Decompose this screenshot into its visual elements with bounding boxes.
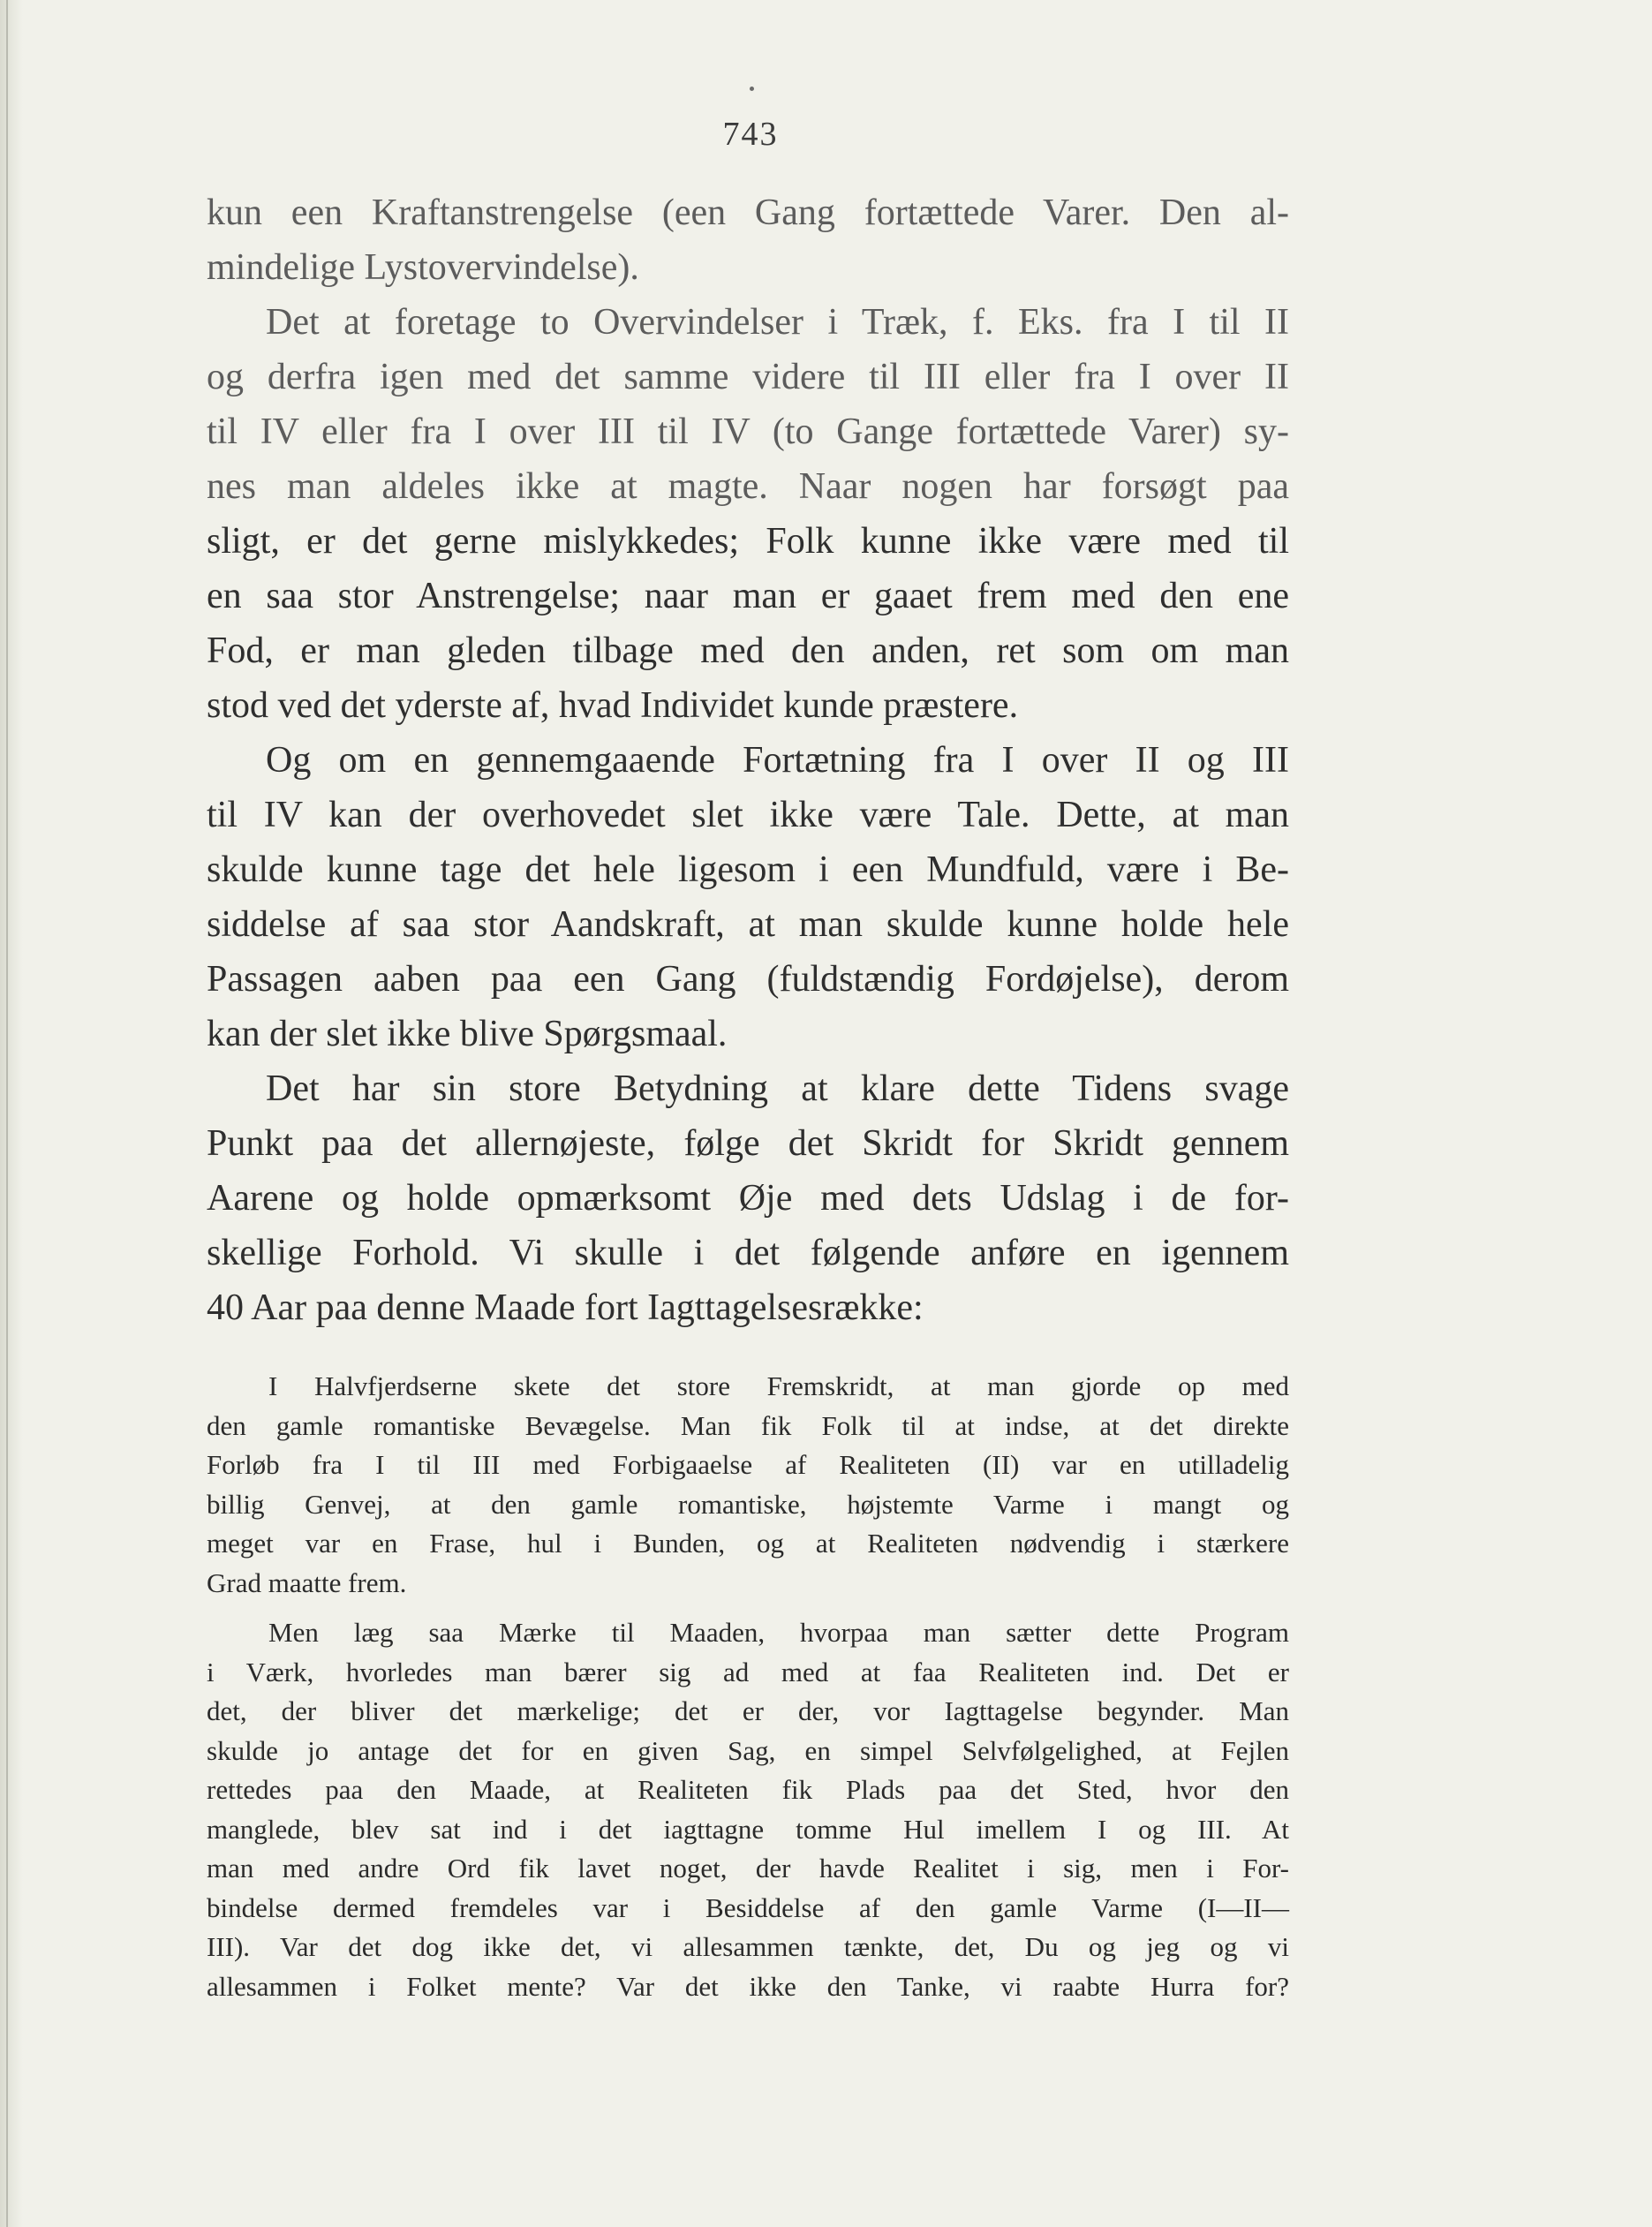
book-gutter — [0, 0, 23, 2227]
small-print-line: I Halvfjerdserne skete det store Fremskridt, at man gjorde op med — [268, 1370, 1289, 1401]
small-print-line: den gamle romantiske Bevægelse. Man fik Folk til at indse, at det direkte — [207, 1409, 1289, 1441]
small-print-line: meget var en Frase, hul i Bunden, og at Realiteten nødvendig i stærkere — [207, 1528, 1289, 1559]
main-text-line: 40 Aar paa denne Maade fort Iagttagelsesrække: — [207, 1287, 924, 1328]
main-text-line: Passagen aaben paa een Gang (fuldstændig Fordøjelse), derom — [207, 959, 1289, 1000]
gutter-binding-line — [6, 0, 8, 2227]
small-print-line: Forløb fra I til III med Forbigaaelse af Realiteten (II) var en utilladelig — [207, 1449, 1289, 1480]
small-print-line: det, der bliver det mærkelige; det er der, vor Iagttagelse begynder. Man — [207, 1695, 1289, 1726]
small-print-line: man med andre Ord fik lavet noget, der havde Realitet i sig, men i For- — [207, 1853, 1289, 1884]
main-text-line: til IV eller fra I over III til IV (to Gange fortættede Varer) sy- — [207, 411, 1289, 452]
page-number: 743 — [722, 116, 779, 153]
main-text-line: siddelse af saa stor Aandskraft, at man skulde kunne holde hele — [207, 904, 1289, 945]
main-text-line: Det har sin store Betydning at klare dette Tidens svage — [266, 1068, 1289, 1109]
main-text-line: nes man aldeles ikke at magte. Naar nogen har forsøgt paa — [207, 466, 1289, 507]
small-print-line: manglede, blev sat ind i det iagttagne tomme Hul imellem I og III. At — [207, 1813, 1289, 1845]
small-print-line: III). Var det dog ikke det, vi allesammen tænkte, det, Du og jeg og vi — [207, 1931, 1289, 1962]
main-text-line: kun een Kraftanstrengelse (een Gang fortættede Varer. Den al- — [207, 193, 1289, 233]
small-print-line: skulde jo antage det for en given Sag, en simpel Selvfølgelighed, at Fejlen — [207, 1734, 1289, 1766]
main-text-line: og derfra igen med det samme videre til III eller fra I over II — [207, 357, 1289, 397]
small-print-line: Grad maatte frem. — [207, 1566, 407, 1598]
main-text-line: mindelige Lystovervindelse). — [207, 247, 639, 288]
main-text-line: Aarene og holde opmærksomt Øje med dets Udslag i de for- — [207, 1178, 1289, 1219]
small-print-line: Men læg saa Mærke til Maaden, hvorpaa man sætter dette Program — [268, 1617, 1289, 1648]
small-print-line: rettedes paa den Maade, at Realiteten fik Plads paa det Sted, hvor den — [207, 1774, 1289, 1805]
small-print-block — [207, 1367, 1289, 2006]
small-print-line: billig Genvej, at den gamle romantiske, højstemte Varme i mangt og — [207, 1488, 1289, 1520]
main-text-line: stod ved det yderste af, hvad Individet kunde præstere. — [207, 685, 1019, 726]
main-text-line: kan der slet ikke blive Spørgsmaal. — [207, 1014, 728, 1054]
main-text-line: sligt, er det gerne mislykkedes; Folk kunne ikke være med til — [207, 521, 1289, 562]
main-text-line: til IV kan der overhovedet slet ikke være Tale. Dette, at man — [207, 795, 1289, 835]
main-text-line: skellige Forhold. Vi skulle i det følgende anføre en igennem — [207, 1233, 1289, 1273]
small-print-line: allesammen i Folket mente? Var det ikke den Tanke, vi raabte Hurra for? — [207, 1970, 1289, 2002]
paragraph-gap — [207, 1603, 1289, 1613]
small-print-line: bindelse dermed fremdeles var i Besiddelse af den gamle Varme (I—II— — [207, 1891, 1289, 1923]
print-speck — [750, 87, 754, 91]
main-text-line: Og om en gennemgaaende Fortætning fra I over II og III — [266, 740, 1289, 781]
main-text-line: Punkt paa det allernøjeste, følge det Skridt for Skridt gennem — [207, 1123, 1289, 1164]
main-text-line: skulde kunne tage det hele ligesom i een Mundfuld, være i Be- — [207, 849, 1289, 890]
small-print-line: i Værk, hvorledes man bærer sig ad med at faa Realiteten ind. Det er — [207, 1656, 1289, 1687]
main-text-line: Det at foretage to Overvindelser i Træk, f. Eks. fra I til II — [266, 302, 1289, 343]
main-text-line: Fod, er man gleden tilbage med den anden, ret som om man — [207, 630, 1289, 671]
main-text-line: en saa stor Anstrengelse; naar man er gaaet frem med den ene — [207, 576, 1289, 616]
main-text-block — [207, 185, 1289, 1335]
